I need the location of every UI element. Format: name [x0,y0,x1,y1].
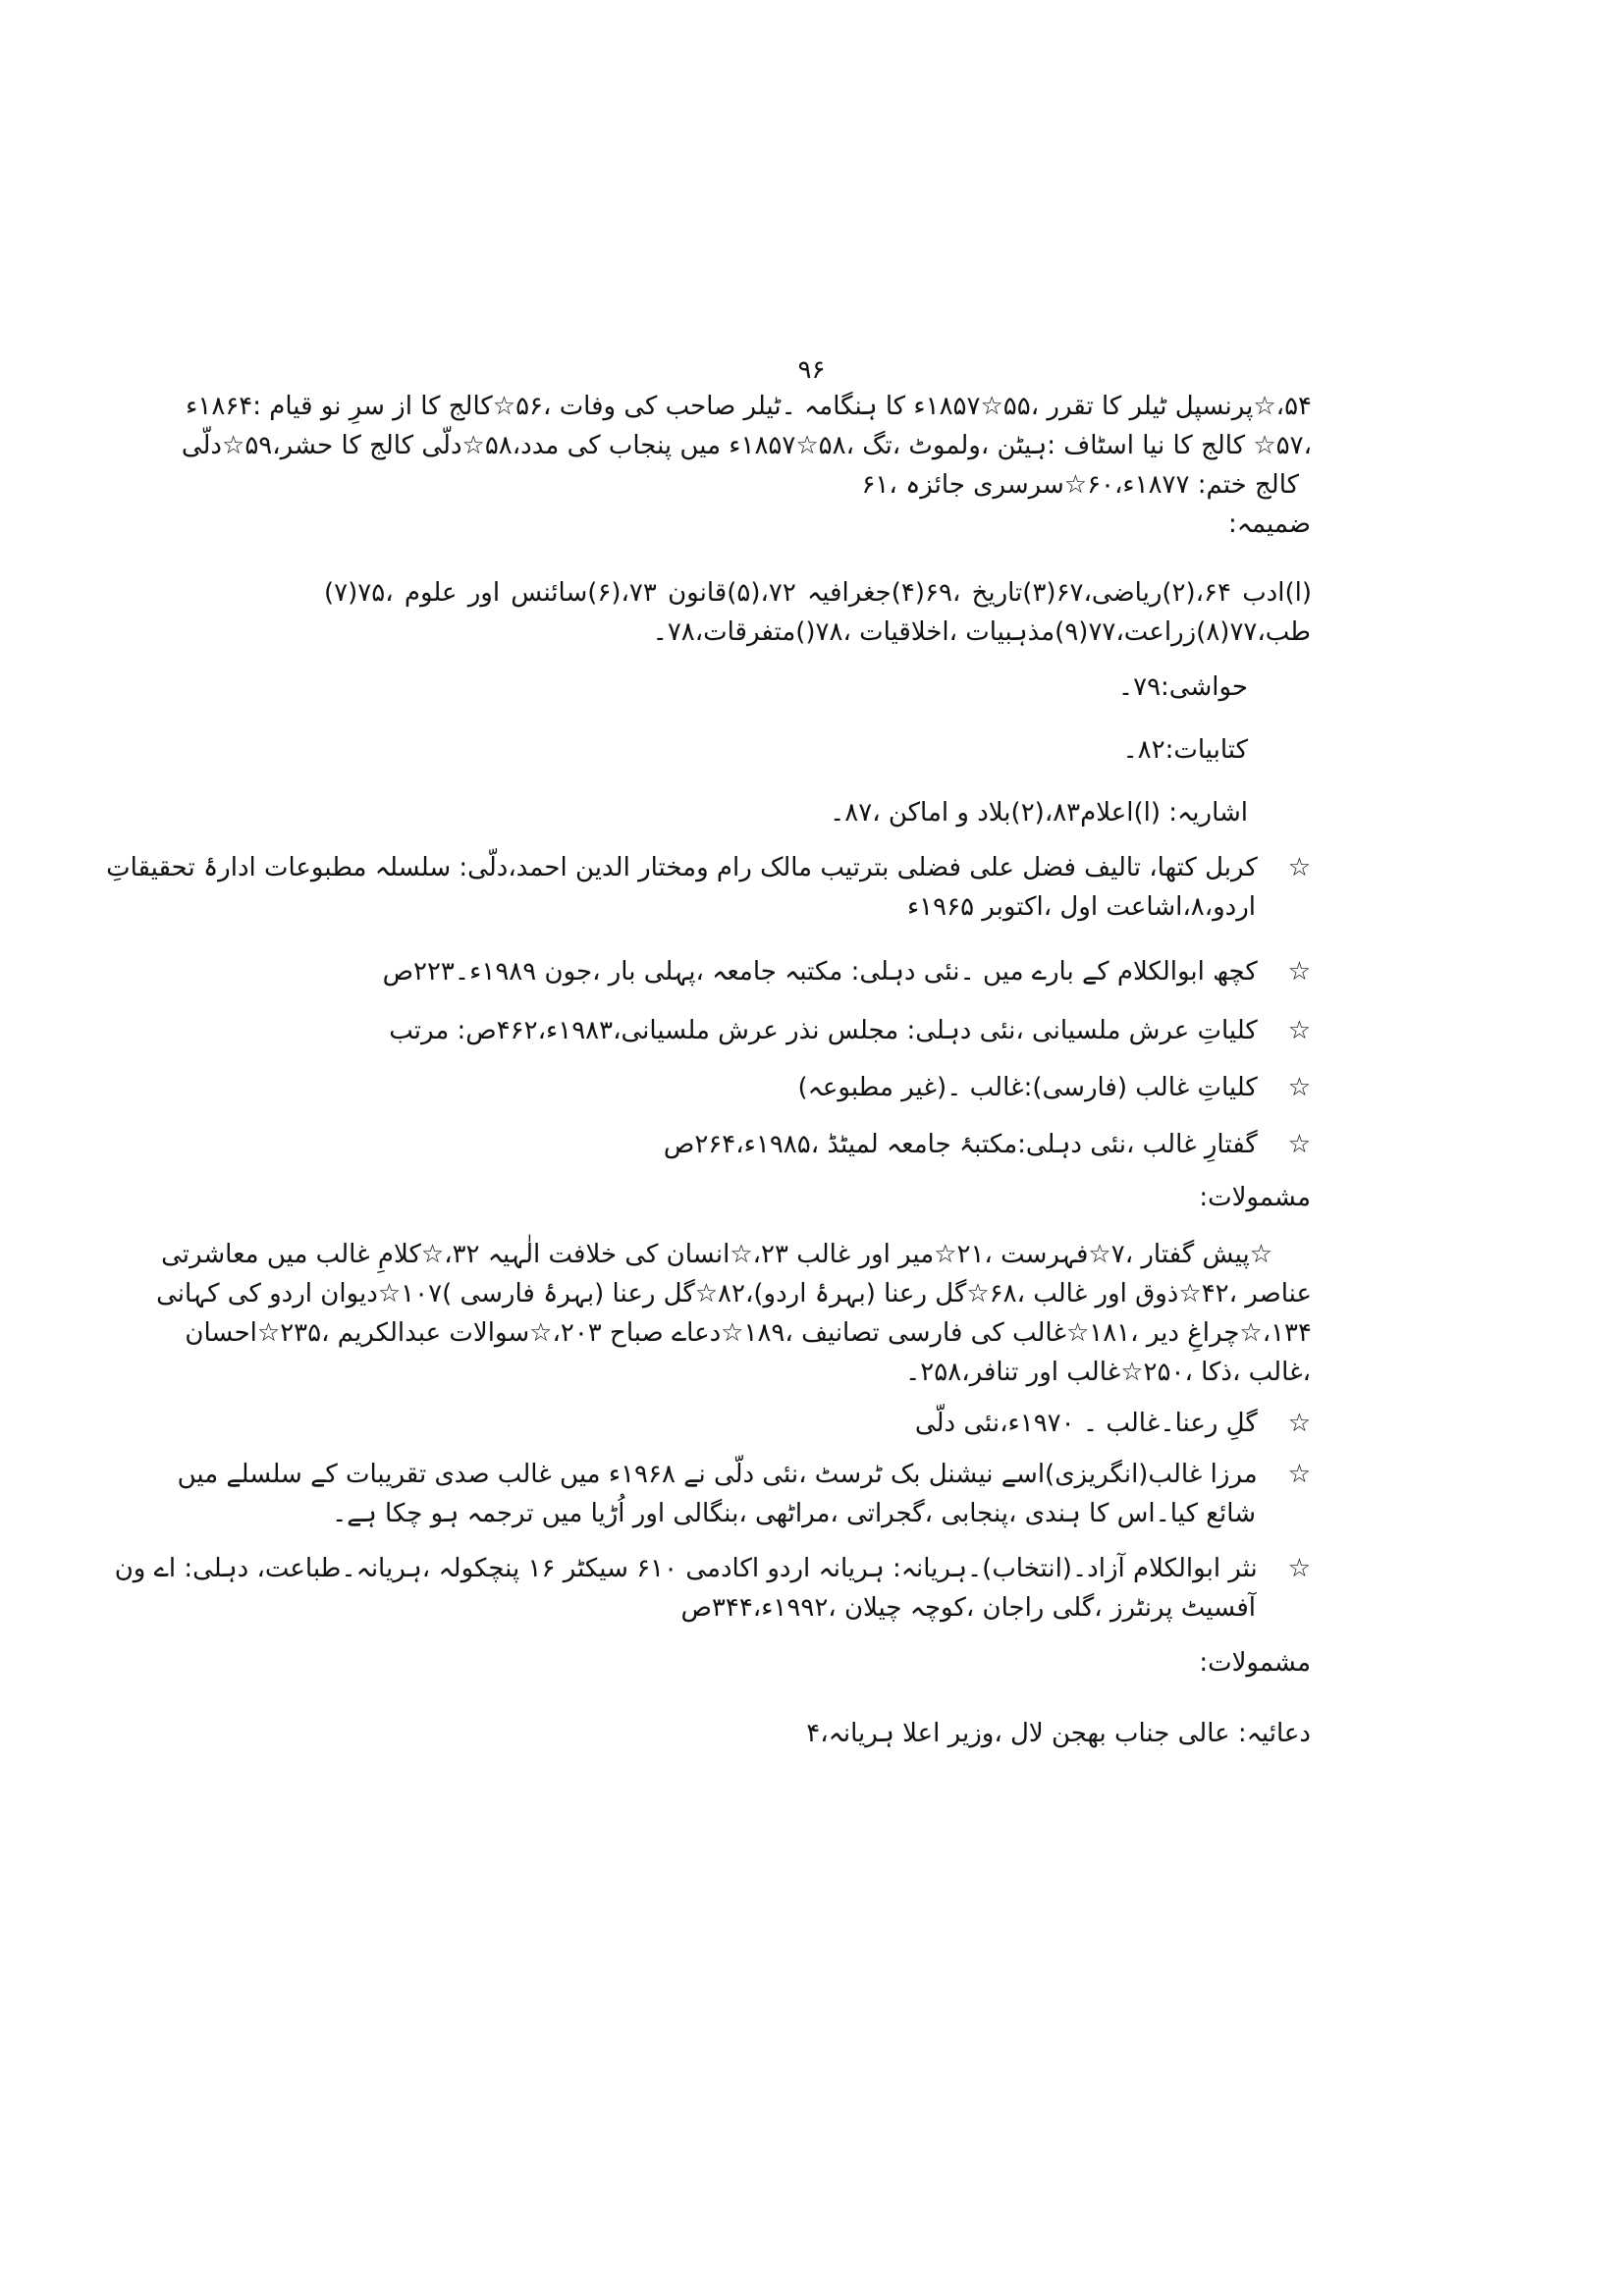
mashmulat-line-4: ،غالب ،ذکا ،۲۵۰☆غالب اور تنافر،۲۵۸۔ [905,1358,1311,1387]
body-line-3: کالج ختم: ۱۸۷۷ء،۶۰☆سرسری جائزہ ،۶۱ [861,470,1299,500]
star-icon: ☆ [1287,1554,1311,1583]
mashmulat-line-1: ☆پیش گفتار ،۷☆فہرست ،۲۱☆میر اور غالب ۲۳،☆انسان کی خلافت الٰہیہ ۳۲،☆کلامِ غالب میں معاشرتی [161,1240,1272,1269]
entry-karbal-katha [106,848,1311,887]
star-icon: ☆ [1287,1460,1311,1489]
body-line-2: ،۵۷☆ کالج کا نیا اسٹاف :ہیٹن ،ولموٹ ،تگ ،۵۸☆۱۸۵۷ء میں پنجاب کی مدد،۵۸☆دلّی کالج کا حشر،۵۹☆دلّی [181,431,1312,460]
star-icon: ☆ [1287,1016,1311,1045]
hawashi-line: حواشی:۷۹۔ [1117,672,1248,702]
entry-text: کربل کتھا، تالیف فضل علی فضلی بترتیب مالک رام ومختار الدین احمد،دلّی: سلسلہ مطبوعات ادارۂ تحقیقاتِ [106,853,1258,882]
entry-guftar-ghalib [664,1125,1311,1164]
section-heading-mashmulat-2: مشمولات: [1199,1648,1311,1678]
ishariya-line: اشاریہ: (ا)اعلام۸۳،(۲)بلاد و اماکن ،۸۷۔ [830,798,1248,828]
entry-text: کچھ ابوالکلام کے بارے میں ۔نئی دہلی: مکتبہ جامعہ ،پہلی بار ،جون ۱۹۸۹ء۔۲۲۳ص [382,957,1258,987]
zamima-line-1: (ا)ادب ۶۴،(۲)ریاضی،۶۷(۳)تاریخ ،۶۹(۴)جغرافیہ ۷۲،(۵)قانون ۷۳،(۶)سائنس اور علوم ،۷۵(۷) [324,578,1312,608]
star-icon: ☆ [1287,1073,1311,1102]
entry-text: گفتارِ غالب ،نئی دہلی:مکتبۂ جامعہ لمیٹڈ ،۱۹۸۵ء،۲۶۴ص [663,1130,1258,1159]
entry-mirza-ghalib-cont: شائع کیا۔اس کا ہندی ،پنجابی ،گجراتی ،مراٹھی ،بنگالی اور اُڑیا میں ترجمہ ہو چکا ہے۔ [332,1499,1256,1528]
entry-text: کلیاتِ غالب (فارسی):غالب ۔(غیر مطبوعہ) [797,1073,1258,1102]
entry-mirza-ghalib [178,1455,1311,1494]
star-icon: ☆ [1287,1130,1311,1159]
body-line-1: ۵۴،☆پرنسپل ٹیلر کا تقرر ،۵۵☆۱۸۵۷ء کا ہنگامہ ۔ٹیلر صاحب کی وفات ،۵۶☆کالج کا از سرِ نو قیام :۱۸۶۴ء [186,392,1312,421]
entry-kulliyat-arsh [389,1011,1311,1050]
entry-text: نثر ابوالکلام آزاد۔(انتخاب)۔ہریانہ: ہریانہ اردو اکادمی ۶۱۰ سیکٹر ۱۶ پنچکولہ ،ہریانہ۔طباعت، دہلی: اے ون [114,1554,1258,1583]
page-number: ۹۶ [797,355,826,385]
entry-text: کلیاتِ عرش ملسیانی ،نئی دہلی: مجلس نذر عرش ملسیانی،۱۹۸۳ء،۴۶۲ص: مرتب [389,1016,1258,1045]
entry-nasr-abul-kalam-cont: آفسیٹ پرنٹرز ،گلی راجان ،کوچہ چیلان ،۱۹۹۲ء،۳۴۴ص [680,1593,1256,1623]
zamima-line-2: طب،۷۷(۸)زراعت،۷۷(۹)مذہبیات ،اخلاقیات ،۷۸()متفرقات،۷۸۔ [652,617,1311,647]
entry-nasr-abul-kalam [115,1549,1311,1588]
entry-kuchh-abul-kalam [383,952,1311,991]
section-heading-mashmulat: مشمولات: [1199,1183,1311,1212]
entry-text: مرزا غالب(انگریزی)اسے نیشنل بک ٹرسٹ ،نئی دلّی نے ۱۹۶۸ء میں غالب صدی تقریبات کے سلسلے میں [177,1460,1258,1489]
star-icon: ☆ [1287,1409,1311,1438]
entry-text: گلِ رعنا۔غالب ۔ ۱۹۷۰ء،نئی دلّی [914,1409,1258,1438]
entry-gul-e-rana [915,1404,1311,1443]
entry-karbal-katha-cont: اردو،۸،اشاعت اول ،اکتوبر ۱۹۶۵ء [906,892,1256,922]
star-icon: ☆ [1287,957,1311,987]
mashmulat-line-3: ۱۳۴،☆چراغِ دیر ،۱۸۱☆غالب کی فارسی تصانیف ،۱۸۹☆دعاے صباح ۲۰۳،☆سوالات عبدالکریم ،۲۳۵☆احسان [185,1318,1312,1348]
mashmulat-line-2: عناصر ،۴۲☆ذوق اور غالب ،۶۸☆گل رعنا (بہرۂ اردو)،۸۲☆گل رعنا (بہرۂ فارسی )۱۰۷☆دیوان اردو کی کہانی [156,1279,1312,1308]
kitabiyat-line: کتابیات:۸۲۔ [1122,735,1248,765]
mashmulat-2-line-1: دعائیہ: عالی جناب بھجن لال ،وزیر اعلا ہریانہ،۴ [806,1719,1311,1748]
star-icon: ☆ [1287,853,1311,882]
entry-kulliyat-ghalib [798,1068,1312,1107]
section-heading-zamima: ضمیمہ: [1228,509,1311,539]
